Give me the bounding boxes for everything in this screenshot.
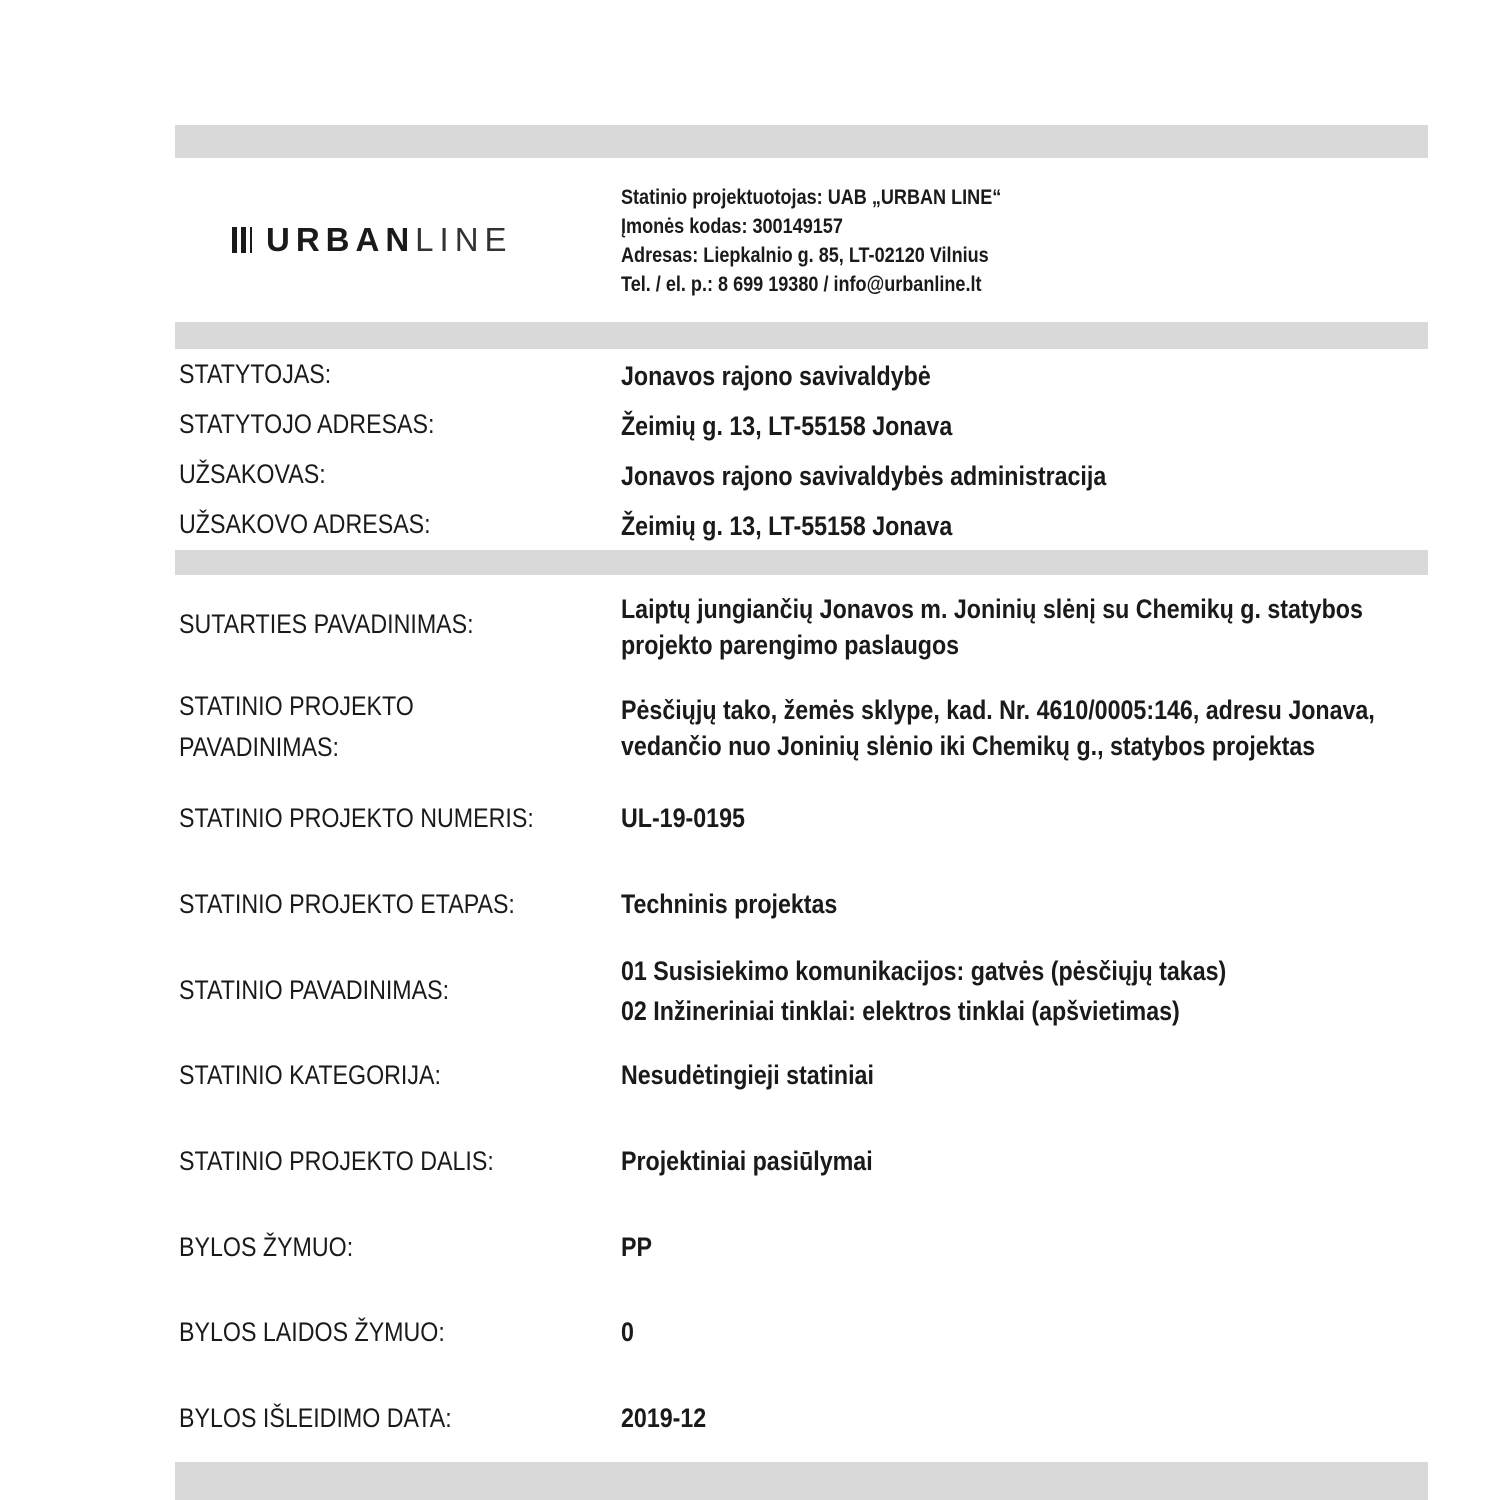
contact-company-code: Įmonės kodas: 300149157 [621, 215, 843, 238]
value-statinio-projekto-pavadinimas-line-1: Pėsčiųjų tako, žemės sklype, kad. Nr. 4610/0005:146, adresu Jonava, [621, 695, 1375, 725]
label-kategorija: STATINIO KATEGORIJA: [179, 1060, 441, 1090]
label-statytojo-adresas: STATYTOJO ADRESAS: [179, 409, 435, 439]
designer-contact-block [621, 183, 1001, 299]
urbanline-logo-mark-icon [232, 227, 252, 253]
value-sutarties-pavadinimas-line-2: projekto parengimo paslaugos [621, 630, 960, 660]
value-laidos-zymuo: 0 [621, 1317, 634, 1347]
label-laidos-zymuo: BYLOS LAIDOS ŽYMUO: [179, 1317, 445, 1347]
value-projekto-numeris: UL-19-0195 [621, 803, 745, 833]
logo-text-light: LINE [415, 221, 513, 258]
value-projekto-etapas: Techninis projektas [621, 889, 838, 919]
value-uzsakovo-adresas: Žeimių g. 13, LT-55158 Jonava [621, 511, 953, 541]
value-statinio-projekto-pavadinimas [621, 692, 1375, 764]
label-bylos-zymuo: BYLOS ŽYMUO: [179, 1232, 354, 1262]
urbanline-logo [232, 222, 513, 258]
value-isleidimo-data: 2019-12 [621, 1403, 707, 1433]
value-statytojas: Jonavos rajono savivaldybė [621, 361, 931, 391]
contact-address: Adresas: Liepkalnio g. 85, LT-02120 Vilnius [621, 244, 989, 267]
value-sutarties-pavadinimas-line-1: Laiptų jungiančių Jonavos m. Joninių slėnį su Chemikų g. statybos [621, 594, 1363, 624]
value-statinio-pavadinimas-line-2: 02 Inžineriniai tinklai: elektros tinklai (apšvietimas) [621, 996, 1180, 1026]
header-band-lower [175, 550, 1428, 575]
value-dalis: Projektiniai pasiūlymai [621, 1146, 873, 1176]
label-sutarties-pavadinimas: SUTARTIES PAVADINIMAS: [179, 609, 474, 639]
value-uzsakovas: Jonavos rajono savivaldybės administracija [621, 461, 1107, 491]
label-statinio-projekto-pavadinimas [179, 686, 414, 768]
contact-designer: Statinio projektuotojas: UAB „URBAN LINE“ [621, 186, 1002, 209]
label-statinio-projekto-pavadinimas-line-2: PAVADINIMAS: [179, 732, 340, 762]
logo-text-strong: URBAN [266, 221, 416, 258]
value-statinio-pavadinimas [621, 951, 1226, 1031]
label-statinio-projekto-pavadinimas-line-1: STATINIO PROJEKTO [179, 691, 414, 721]
label-statinio-pavadinimas: STATINIO PAVADINIMAS: [179, 975, 450, 1005]
header-band-middle [175, 322, 1428, 349]
value-sutarties-pavadinimas [621, 591, 1363, 663]
label-projekto-numeris: STATINIO PROJEKTO NUMERIS: [179, 803, 534, 833]
label-isleidimo-data: BYLOS IŠLEIDIMO DATA: [179, 1403, 452, 1433]
value-statytojo-adresas: Žeimių g. 13, LT-55158 Jonava [621, 411, 953, 441]
label-dalis: STATINIO PROJEKTO DALIS: [179, 1146, 494, 1176]
header-band-top [175, 125, 1428, 158]
label-statytojas: STATYTOJAS: [179, 359, 332, 389]
footer-band [175, 1462, 1428, 1500]
value-kategorija: Nesudėtingieji statiniai [621, 1060, 874, 1090]
value-statinio-projekto-pavadinimas-line-2: vedančio nuo Joninių slėnio iki Chemikų g., statybos projektas [621, 731, 1316, 761]
contact-phone-email: Tel. / el. p.: 8 699 19380 / info@urbanline.lt [621, 273, 982, 296]
label-uzsakovas: UŽSAKOVAS: [179, 459, 326, 489]
label-projekto-etapas: STATINIO PROJEKTO ETAPAS: [179, 889, 515, 919]
label-uzsakovo-adresas: UŽSAKOVO ADRESAS: [179, 509, 431, 539]
value-statinio-pavadinimas-line-1: 01 Susisiekimo komunikacijos: gatvės (pėsčiųjų takas) [621, 956, 1227, 986]
value-bylos-zymuo: PP [621, 1232, 652, 1262]
